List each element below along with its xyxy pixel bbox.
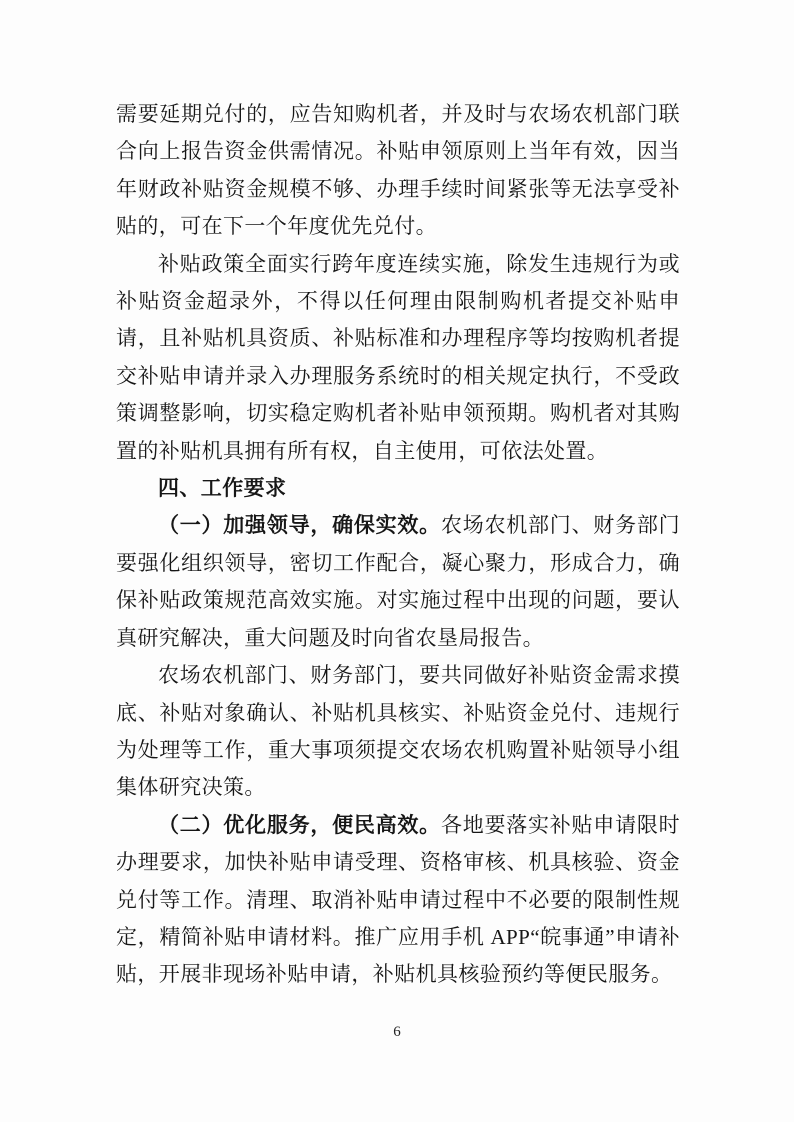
paragraph-continuation: 需要延期兑付的，应告知购机者，并及时与农场农机部门联合向上报告资金供需情况。补贴申领原则上当年有效，因当年财政补贴资金规模不够、办理手续时间紧张等无法享受补贴的，可在下一个年度优先兑付。: [116, 102, 680, 239]
paragraph: [116, 807, 680, 994]
subsection-lead: （二）优化服务，便民高效。: [158, 812, 441, 837]
subsection-lead: （一）加强领导，确保实效。: [158, 513, 441, 538]
document-body: [116, 96, 680, 994]
page-number: 6: [393, 1024, 401, 1040]
section-heading: 四、工作要求: [158, 476, 287, 501]
paragraph: 农场农机部门、财务部门，要共同做好补贴资金需求摸底、补贴对象确认、补贴机具核实、补贴资金兑付、违规行为处理等工作，重大事项须提交农场农机购置补贴领导小组集体研究决策。: [116, 663, 680, 800]
paragraph: 补贴政策全面实行跨年度连续实施，除发生违规行为或补贴资金超录外，不得以任何理由限制购机者提交补贴申请，且补贴机具资质、补贴标准和办理程序等均按购机者提交补贴申请并录入办理服务系统时的相关规定执行，不受政策调整影响，切实稳定购机者补贴申领预期。购机者对其购置的补贴机具拥有所有权，自主使用，可依法处置。: [116, 251, 680, 463]
paragraph: [116, 507, 680, 657]
paragraph-text: 农场农机部门、财务部门要强化组织领导，密切工作配合，凝心聚力，形成合力，确保补贴政策规范高效实施。对实施过程中出现的问题，要认真研究解决，重大问题及时向省农垦局报告。: [116, 513, 681, 650]
paragraph-text: 各地要落实补贴申请限时办理要求，加快补贴申请受理、资格审核、机具核验、资金兑付等工作。清理、取消补贴申请过程中不必要的限制性规定，精简补贴申请材料。推广应用手机 APP“皖事通”申请补贴，开展非现场补贴申请，补贴机具核验预约等便民服务。: [116, 812, 681, 987]
